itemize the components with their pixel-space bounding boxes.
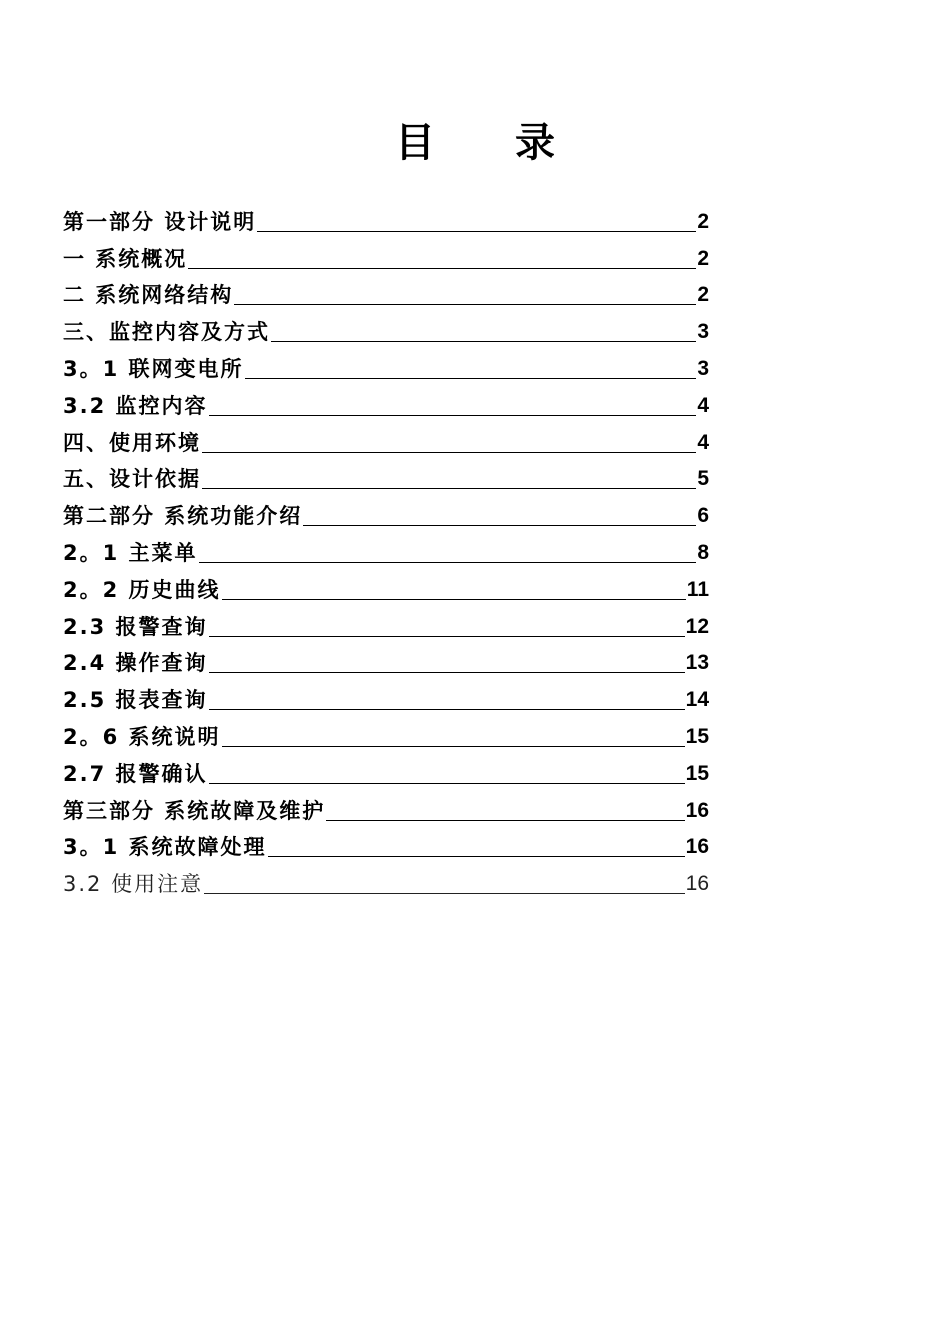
toc-entry-page: 15 bbox=[685, 724, 709, 748]
toc-leader-line bbox=[209, 782, 685, 784]
toc-leader-line bbox=[204, 892, 685, 894]
toc-entry-page: 4 bbox=[697, 393, 709, 417]
toc-entry-label: 2。2 历史曲线 bbox=[63, 577, 221, 602]
toc-leader-line bbox=[209, 671, 685, 673]
toc-entry[interactable] bbox=[63, 456, 709, 493]
toc-entry-label: 五、设计依据 bbox=[63, 467, 201, 492]
toc-leader-line bbox=[222, 598, 686, 600]
toc-entry-page: 4 bbox=[697, 430, 709, 454]
toc-leader-line bbox=[209, 414, 697, 416]
toc-entry-label: 一 系统概况 bbox=[63, 246, 188, 271]
toc-leader-line bbox=[234, 303, 696, 305]
toc-entry-label: 2。6 系统说明 bbox=[63, 724, 221, 749]
toc-entry-label: 第一部分 设计说明 bbox=[63, 209, 257, 234]
table-of-contents bbox=[63, 198, 709, 897]
toc-entry-page: 2 bbox=[697, 246, 709, 270]
toc-leader-line bbox=[245, 377, 697, 379]
toc-leader-line bbox=[209, 708, 685, 710]
toc-entry[interactable] bbox=[63, 640, 709, 677]
toc-entry[interactable] bbox=[63, 529, 709, 566]
toc-leader-line bbox=[202, 451, 696, 453]
toc-entry-page: 16 bbox=[685, 872, 709, 896]
toc-entry[interactable] bbox=[63, 235, 709, 272]
toc-entry[interactable] bbox=[63, 860, 709, 897]
toc-leader-line bbox=[188, 267, 696, 269]
toc-entry[interactable] bbox=[63, 824, 709, 861]
toc-entry[interactable] bbox=[63, 345, 709, 382]
page-title: 目录 bbox=[395, 118, 635, 166]
toc-entry-label: 2。1 主菜单 bbox=[63, 540, 198, 565]
toc-entry-page: 2 bbox=[697, 283, 709, 307]
toc-entry-label: 2.7 报警确认 bbox=[63, 761, 208, 786]
toc-entry-page: 16 bbox=[685, 798, 709, 822]
toc-entry[interactable] bbox=[63, 787, 709, 824]
toc-leader-line bbox=[326, 819, 684, 821]
toc-entry-label: 3。1 联网变电所 bbox=[63, 356, 244, 381]
toc-leader-line bbox=[303, 524, 696, 526]
toc-entry-label: 2.5 报表查询 bbox=[63, 688, 208, 713]
toc-entry-page: 15 bbox=[685, 761, 709, 785]
toc-entry-label: 第三部分 系统故障及维护 bbox=[63, 798, 326, 823]
toc-entry-label: 3。1 系统故障处理 bbox=[63, 835, 267, 860]
toc-entry-label: 第二部分 系统功能介绍 bbox=[63, 504, 303, 529]
toc-entry-page: 8 bbox=[697, 540, 709, 564]
toc-entry[interactable] bbox=[63, 198, 709, 235]
toc-entry-page: 14 bbox=[685, 688, 709, 712]
toc-entry-label: 四、使用环境 bbox=[63, 430, 201, 455]
toc-entry-label: 二 系统网络结构 bbox=[63, 283, 234, 308]
toc-entry-page: 16 bbox=[685, 835, 709, 859]
toc-leader-line bbox=[199, 561, 697, 563]
toc-entry-page: 13 bbox=[685, 651, 709, 675]
toc-entry[interactable] bbox=[63, 566, 709, 603]
toc-entry-label: 2.4 操作查询 bbox=[63, 651, 208, 676]
toc-entry[interactable] bbox=[63, 713, 709, 750]
toc-entry-page: 2 bbox=[697, 209, 709, 233]
toc-leader-line bbox=[222, 745, 685, 747]
toc-entry-page: 6 bbox=[697, 504, 709, 528]
toc-entry[interactable] bbox=[63, 272, 709, 309]
toc-leader-line bbox=[271, 340, 696, 342]
toc-entry[interactable] bbox=[63, 750, 709, 787]
toc-entry-label: 3.2 监控内容 bbox=[63, 393, 208, 418]
toc-leader-line bbox=[209, 635, 685, 637]
toc-entry[interactable] bbox=[63, 419, 709, 456]
toc-entry[interactable] bbox=[63, 676, 709, 713]
toc-leader-line bbox=[202, 487, 696, 489]
toc-leader-line bbox=[257, 230, 696, 232]
toc-entry[interactable] bbox=[63, 603, 709, 640]
toc-entry-label: 3.2 使用注意 bbox=[63, 872, 204, 897]
toc-entry-label: 2.3 报警查询 bbox=[63, 614, 208, 639]
toc-entry[interactable] bbox=[63, 308, 709, 345]
toc-entry-page: 12 bbox=[685, 614, 709, 638]
toc-entry[interactable] bbox=[63, 382, 709, 419]
toc-entry[interactable] bbox=[63, 492, 709, 529]
toc-entry-page: 3 bbox=[697, 320, 709, 344]
toc-entry-page: 5 bbox=[697, 467, 709, 491]
toc-entry-page: 3 bbox=[697, 356, 709, 380]
toc-entry-page: 11 bbox=[686, 577, 709, 601]
toc-leader-line bbox=[268, 855, 685, 857]
toc-entry-label: 三、监控内容及方式 bbox=[63, 320, 270, 345]
